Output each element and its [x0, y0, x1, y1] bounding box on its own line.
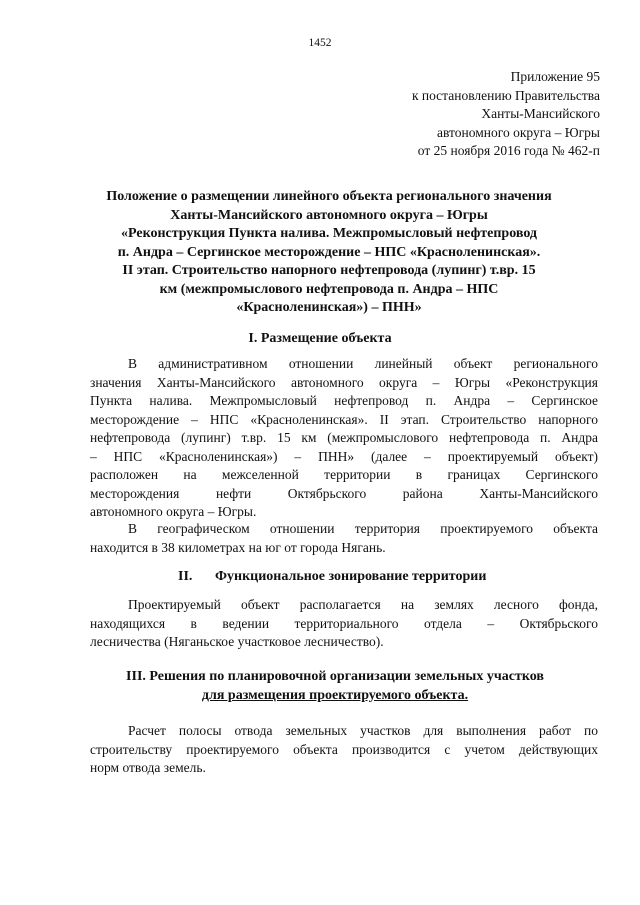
appendix-note	[412, 68, 600, 161]
paragraph-line: Расчет полосы отвода земельных участков для выполнения работ по	[128, 723, 598, 738]
section-3-heading-line: для размещения проектируемого объекта.	[201, 687, 469, 703]
paragraph-line: месторождения нефти Октябрьского района Ханты-Мансийского	[90, 485, 598, 501]
appendix-line: автономного округа – Югры	[437, 124, 600, 140]
paragraph-line: лесничества (Няганьское участковое лесничество).	[90, 634, 384, 649]
paragraph-line: находится в 38 километрах на юг от города Нягань.	[90, 539, 386, 555]
paragraph-line: значения Ханты-Мансийского автономного округа – Югры «Реконструкция	[90, 374, 598, 390]
paragraph-line: месторождение – НПС «Красноленинская». II этап. Строительство напорного	[90, 411, 598, 427]
paragraph-line: В географическом отношении территория проектируемого объекта	[128, 521, 598, 536]
appendix-line: от 25 ноября 2016 года № 462-п	[417, 143, 600, 158]
title-line: «Красноленинская») – ПНН»	[236, 300, 422, 315]
section-3-paragraph	[90, 722, 598, 778]
paragraph-line: автономного округа – Югры.	[90, 504, 257, 519]
paragraph-line: находящихся в ведении территориального отдела – Октябрьского	[90, 615, 598, 631]
paragraph-line: – НПС «Красноленинская») – ПНН» (далее – проектируемый объект)	[90, 448, 598, 464]
section-2-title: Функциональное зонирование территории	[215, 569, 487, 584]
section-1-paragraph-2	[90, 520, 598, 557]
section-1-heading: I. Размещение объекта	[248, 331, 392, 346]
appendix-line: Ханты-Мансийского	[481, 106, 600, 121]
section-3-heading-line: III. Решения по планировочной организации земельных участков	[126, 669, 544, 684]
appendix-line: Приложение 95	[510, 69, 600, 84]
section-3-heading	[70, 668, 600, 705]
paragraph-line: нефтепровода (лупинг) т.вр. 15 км (межпромыслового нефтепровода п. Андра	[90, 430, 598, 445]
title-line: «Реконструкция Пункта налива. Межпромысловый нефтепровод	[120, 226, 537, 241]
title-line: п. Андра – Сергинское месторождение – НПС «Красноленинская».	[117, 244, 541, 260]
paragraph-line: расположен на межселенной территории в границах Сергинского	[90, 467, 598, 482]
title-line: Положение о размещении линейного объекта регионального значения	[106, 189, 552, 204]
section-1-paragraph-1	[90, 355, 598, 522]
appendix-line: к постановлению Правительства	[411, 87, 600, 103]
section-2-number: II.	[178, 569, 193, 584]
title-line: II этап. Строительство напорного нефтепровода (лупинг) т.вр. 15	[122, 263, 536, 278]
section-2-paragraph	[90, 596, 598, 652]
paragraph-line: В административном отношении линейный объект регионального	[128, 356, 598, 371]
page-number: 1452	[308, 37, 332, 49]
paragraph-line: Проектируемый объект располагается на землях лесного фонда,	[128, 597, 598, 612]
title-line: км (межпромыслового нефтепровода п. Андра – НПС	[159, 281, 499, 297]
paragraph-line: Пункта налива. Межпромысловый нефтепровод п. Андра – Сергинское	[90, 393, 598, 408]
paragraph-line: строительству проектируемого объекта производится с учетом действующих	[90, 741, 598, 757]
paragraph-line: норм отвода земель.	[90, 760, 206, 775]
document-title	[60, 188, 598, 318]
title-line: Ханты-Мансийского автономного округа – Югры	[170, 207, 488, 223]
